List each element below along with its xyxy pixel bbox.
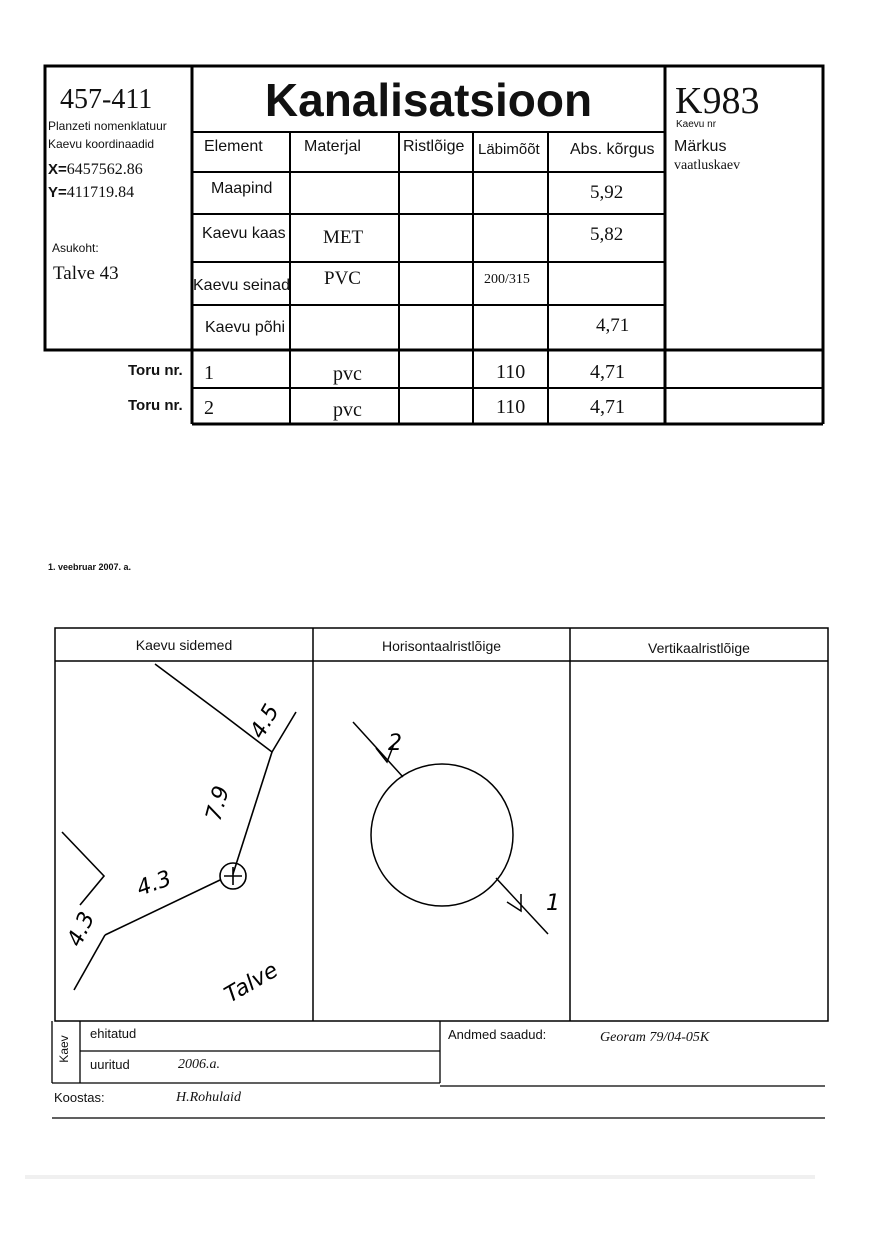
row-element: Maapind: [211, 180, 273, 197]
row-elevation: 5,92: [590, 182, 624, 203]
remarks-value: vaatluskaev: [674, 158, 741, 173]
dimension-label: 4.3: [133, 866, 175, 902]
updated-label: uuritud: [90, 1057, 130, 1072]
source-label: Andmed saadud:: [448, 1027, 547, 1042]
pipe-label: 1: [546, 891, 560, 916]
row-element: Kaevu põhi: [205, 319, 286, 336]
scan-artifact: [25, 1175, 815, 1179]
row-elevation: 5,82: [590, 224, 624, 245]
well-number: K983: [675, 80, 760, 122]
row-elevation: 4,71: [596, 315, 630, 336]
row-material: PVC: [324, 268, 361, 289]
pipe-row-label: Toru nr.: [128, 362, 183, 379]
dimension-label: 4.3: [62, 908, 101, 951]
page-title: Kanalisatsioon: [264, 74, 593, 126]
document-date: 1. veebruar 2007. a.: [48, 562, 132, 572]
horizontal-section-sketch: [353, 722, 548, 934]
footer-side-label: Kaev: [57, 1035, 71, 1063]
nomenclature-label: Planzeti nomenklatuur: [48, 119, 167, 133]
header-cross-section: Ristlõige: [403, 138, 465, 155]
author-label: Koostas:: [54, 1090, 105, 1105]
nomenclature-value: 457-411: [60, 84, 153, 115]
pipe-row-label: Toru nr.: [128, 397, 183, 414]
row-diameter: 200/315: [484, 272, 530, 287]
row-element: Kaevu seinad: [193, 277, 290, 294]
location-value: Talve 43: [53, 263, 119, 284]
dimension-label: 4.5: [245, 700, 285, 743]
dimension-label: 7.9: [201, 783, 235, 824]
pipe-material: pvc: [333, 399, 362, 421]
street-label: Talve: [220, 957, 283, 1009]
y-coordinate: Y=411719.84: [48, 184, 135, 201]
panel-title-connections: Kaevu sidemed: [135, 637, 233, 653]
header-diameter: Läbimõõt: [478, 141, 540, 158]
pipe-diameter: 110: [496, 361, 526, 383]
header-material: Materjal: [304, 138, 361, 155]
panel-title-vertical: Vertikaalristlõige: [648, 640, 750, 656]
header-elevation: Abs. kõrgus: [570, 141, 655, 158]
well-number-label: Kaevu nr: [676, 119, 717, 130]
coordinates-label: Kaevu koordinaadid: [48, 137, 155, 151]
pipe-diameter: 110: [496, 396, 526, 418]
location-label: Asukoht:: [52, 241, 99, 255]
row-material: MET: [323, 227, 364, 248]
source-value: Georam 79/04-05K: [600, 1030, 710, 1045]
built-label: ehitatud: [90, 1026, 137, 1041]
pipe-material: pvc: [333, 363, 362, 385]
author-value: H.Rohulaid: [176, 1090, 241, 1105]
updated-value: 2006.a.: [178, 1057, 220, 1072]
pipe-elevation: 4,71: [590, 396, 625, 418]
pipe-elevation: 4,71: [590, 361, 625, 383]
pipe-label: 2: [388, 731, 402, 756]
pipe-number: 1: [204, 362, 214, 384]
remarks-label: Märkus: [674, 138, 727, 155]
pipe-number: 2: [204, 397, 214, 419]
panel-title-horizontal: Horisontaalristlõige: [381, 638, 502, 654]
header-element: Element: [204, 138, 263, 155]
row-element: Kaevu kaas: [202, 225, 286, 242]
x-coordinate: X=6457562.86: [48, 161, 143, 178]
